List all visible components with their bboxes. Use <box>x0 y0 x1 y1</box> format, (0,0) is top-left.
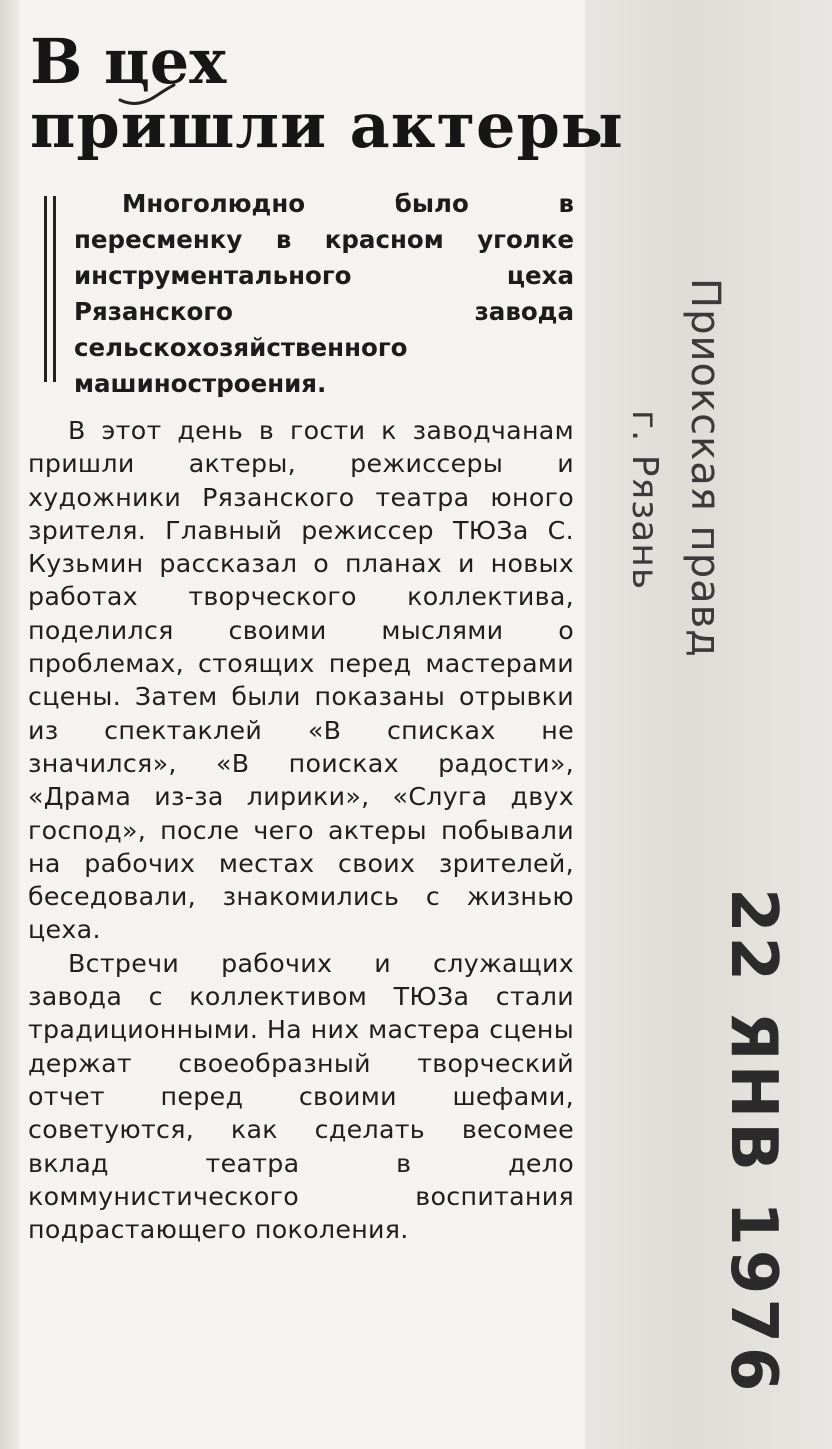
headline-line-1: В цех <box>30 25 227 98</box>
handwritten-mark-icon <box>118 82 176 108</box>
lead-paragraph: Многолюдно было в пересменку в красном уголке инструментального цеха Рязанского завода сельскохозяйственного машиностроения. <box>74 189 574 398</box>
headline-line-2: пришли актеры <box>30 89 624 162</box>
body-paragraph-2: Встречи рабочих и служащих завода с коллективом ТЮЗа стали традиционными. На них мастера сцены держат своеобразный творческий отчет перед своими шефами, советуются, как сделать весомее вклад театра в дело коммунистического воспитания подрастающего поколения. <box>28 948 574 1245</box>
lead-double-rule <box>44 196 56 382</box>
stamp-date: 22 ЯНВ 1976 <box>716 888 790 1396</box>
paper-torn-edge <box>0 0 20 1449</box>
stamp-newspaper-name: Приокская правд <box>682 278 728 658</box>
stamp-city: г. Рязань <box>624 410 665 591</box>
article-body <box>28 414 574 1246</box>
body-paragraph-1: В этот день в гости к заводчанам пришли актеры, режиссеры и художники Рязанского театра юного зрителя. Главный режиссер ТЮЗа С. Кузьмин рассказал о планах и новых работах творческого коллектива, поделился своими мыслями о проблемах, стоящих перед мастерами сцены. Затем были показаны отрывки из спектаклей «В списках не значился», «В поисках радости», «Драма из-за лирики», «Слуга двух господ», после чего актеры побывали на рабочих местах своих зрителей, беседовали, знакомились с жизнью цеха. <box>28 416 574 945</box>
backing-board <box>585 0 832 1449</box>
